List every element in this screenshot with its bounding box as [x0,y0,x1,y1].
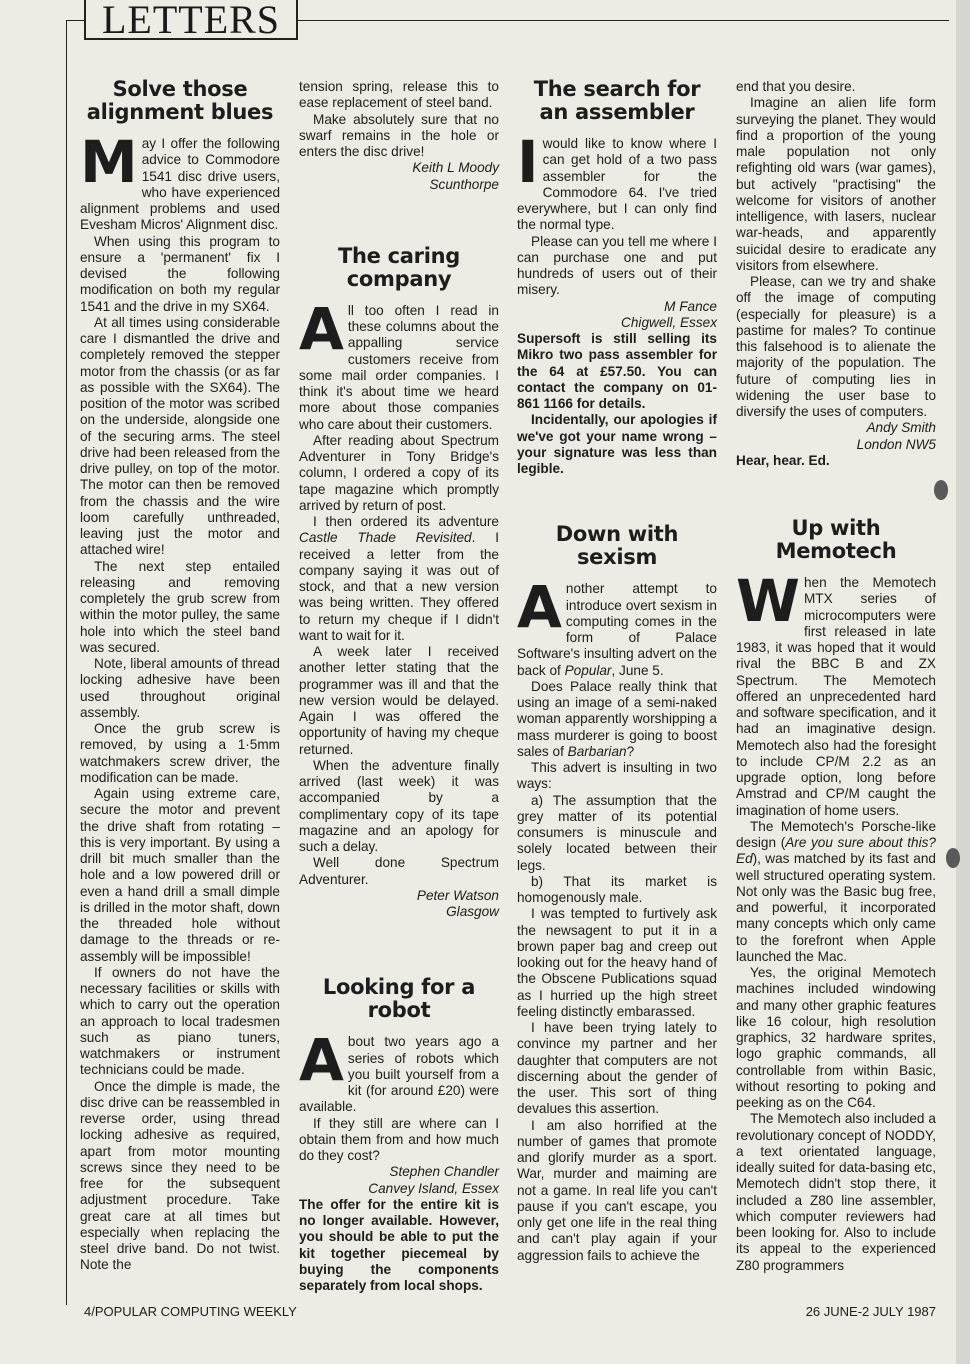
letter-paragraph: a) The assumption that the grey matter of its potential consumers is minuscule and solely located between their legs. [517,792,717,873]
section-header: LETTERS [84,0,298,40]
signature-name: Andy Smith [866,420,936,436]
letter-paragraph: Yes, the original Memotech machines included windowing and many other graphic features like 16 colour, high resolution graphics, 32 hardware sprites, logo graphic commands, all controllable from within Basic, without resorting to poking and peeking as on the C64. [736,965,936,1110]
letter-title: Down with sexism [555,522,679,570]
punch-hole-icon [934,480,948,500]
letter-paragraph: Please can you tell me where I can purchase one and put hundreds of users out of their misery. [517,233,717,298]
letter-paragraph: A week later I received another letter stating that the programmer was ill and that the new version would be delayed. Again I was offered the opportunity of having my cheque returned. [299,644,499,757]
letter-paragraph: Another attempt to introduce overt sexism in computing comes in the form of Palace Software's insulting advert on the back of Popular, June 5. [517,573,717,678]
punch-hole-icon [946,848,960,868]
drop-cap: A [299,1026,344,1095]
signature-place: Scunthorpe [429,176,499,192]
column-4 [736,79,936,1274]
letter-paragraph: This advert is insulting in two ways: [517,760,717,792]
letter-paragraph: Please, can we try and shake off the image of computing (especially for pleasure) is a pastime for males? To continue this falsehood is to alienate the majority of the population. The future of computing lies in widening the user base to diversify the uses of computers. [736,274,936,419]
letter-paragraph: When the Memotech MTX series of microcomputers were first released in late 1983, it was hoped that it would rival the BBC B and ZX Spectrum. The Memotech offered an unprecedented hard and software specification, and it had an imaginative design. Memotech also had the foresight to include CP/M 2.2 as an upgrade option, long before Amstrad and CP/M caught the imagination of home users. [736,567,936,818]
letter-paragraph: tension spring, release this to ease replacement of steel band. [299,79,499,111]
letter-paragraph: The next step entailed releasing and removing completely the grub screw from within the motor pulley, the same hole into which the steel band was secured. [80,558,280,655]
editor-reply: Supersoft is still selling its Mikro two pass assembler for the 64 at £57.50. You can contact the company on 01-861 1166 for details. [517,331,717,411]
letter-paragraph: Well done Spectrum Adventurer. [299,855,499,887]
letter-paragraph: At all times using considerable care I dismantled the drive and completely removed the stepper motor from the chassis (or as far as possible with the SX64). The position of the motor was scribed on the underside, alongside one of the securing arms. The steel drive had been released from the drive pulley, on top of the motor. The motor can then be removed from the chassis and the wire loom carefully unthreaded, leaving just the motor and attached wire! [80,314,280,558]
signature-place: Canvey Island, Essex [368,1180,499,1196]
letter-paragraph: The Memotech also included a revolutionary concept of NODDY, a text orientated language, ideally suited for data-basing etc, Memotech didn't stop there, it included a Z80 line assembler, which computer reviewers had been looking for. Also to include its appeal to the experienced Z80 programmers [736,1111,936,1273]
letter-paragraph: Make absolutely sure that no swarf remains in the hole or enters the disc drive! [299,111,499,159]
letter-paragraph: b) That its market is homogenously male. [517,873,717,905]
letter-paragraph: Once the dimple is made, the disc drive can be reassembled in reverse order, using thread locking adhesive as required, apart from motor mounting screws since they need to be free for the subsequent adjustment procedure. Take great care at all times but especially when replacing the steel drive band. Do not twist. Note the [80,1078,280,1273]
letter-paragraph: I was tempted to furtively ask the newsagent to put it in a brown paper bag and creep out looking out for the heavy hand of the Obscene Publications squad as I hurried up the high street feeling distinctly embarassed. [517,906,717,1019]
letter-title: Solve those alignment blues [86,77,274,124]
letter-paragraph: May I offer the following advice to Commodore 1541 disc drive users, who have experienced alignment problems and used Evesham Micros' Alignment disc. [80,128,280,233]
letter-paragraph: If owners do not have the necessary facilities or skills with which to carry out the operation an approach to local tradesmen such as piano tuners, watchmakers or instrument technicians could be made. [80,964,280,1078]
letter-title: The caring company [338,243,460,291]
signature-place: London NW5 [856,436,936,452]
drop-cap: A [517,573,562,642]
editor-reply: Incidentally, our apologies if we've got your name wrong – your signature was less than legible. [517,412,717,476]
footer-publication: 4/POPULAR COMPUTING WEEKLY [84,1304,297,1319]
editor-reply: Hear, hear. Ed. [736,452,830,468]
column-2 [299,79,499,1294]
letter-paragraph: I then ordered its adventure Castle Thade Revisited. I received a letter from the company saying it was out of stock, and that a new version was being written. They offered to return my cheque if I didn't want to wait for it. [299,514,499,643]
letter-paragraph: After reading about Spectrum Adventurer in Tony Bridge's column, I ordered a copy of its tape magazine which promptly arrived by return of post. [299,432,499,513]
letter-paragraph: Again using extreme care, secure the motor and prevent the drive shaft from rotating – this is very important. By using a drill bit much smaller than the hole and a low powered drill or even a hand drill a small dimple is drilled in the motor shaft, down the threaded hole without damage to the threads or re-assembly will be impossible! [80,786,280,964]
letter-paragraph: All too often I read in these columns about the appalling service customers receive from some mail order companies. I think it's about time we heard more about those companies who care about their customers. [299,294,499,432]
letter-paragraph: If they still are where can I obtain them from and how much do they cost? [299,1115,499,1163]
drop-cap: A [299,294,344,363]
column-1 [80,78,280,1274]
letter-paragraph: I have been trying lately to convince my partner and her daughter that computers are not discerning about the gender of the user. This sort of thing devalues this assertion. [517,1020,717,1117]
letter-paragraph: Does Palace really think that using an image of a semi-naked woman apparently worshipping a mass murderer is going to boost sales of Barbarian? [517,678,717,759]
letter-title: Up with Memotech [775,516,897,563]
drop-cap: M [80,128,138,196]
signature-place: Chigwell, Essex [621,314,717,330]
letter-paragraph: Imagine an alien life form surveying the planet. They would find a proportion of the young male population not only refighting old wars (war games), but actively "practising" the welcome for visitors of another intelligence, with lasers, nuclear war-heads, and apparently suicidal desire to eradicate any visitors from elsewhere. [736,95,936,273]
letter-title: The search for an assembler [533,77,701,124]
drop-cap: W [736,567,800,635]
letter-title: Looking for a robot [322,975,476,1023]
signature-name: Keith L Moody [412,160,499,176]
signature-name: Peter Watson [416,887,499,903]
page-edge [956,0,970,1364]
column-3 [517,78,717,1264]
letter-paragraph: When the adventure finally arrived (last week) it was accompanied by a complimentary copy of its tape magazine and an apology for such a delay. [299,757,499,854]
signature-name: M Fance [664,298,717,314]
letter-paragraph: About two years ago a series of robots which you built yourself from a kit (for around £20) were available. [299,1026,499,1115]
letter-paragraph: Once the grub screw is removed, by using a 1·5mm watchmakers screw driver, the modification can be made. [80,721,280,785]
letter-paragraph: end that you desire. [736,79,856,94]
letter-paragraph: When using this program to ensure a 'permanent' fix I devised the following modification on both my regular 1541 and the drive in my SX64. [80,233,280,314]
letter-paragraph: The Memotech's Porsche-like design (Are you sure about this? Ed), was matched by its fast and well structured operating system. Not only was the Basic bug free, and powerful, it incorporated many concepts which only came to the forefront when Apple launched the Mac. [736,818,936,964]
letter-paragraph: I am also horrified at the number of games that promote and glorify murder as a sport. War, murder and maiming are not a game. In real life you can't pause if you can't escape, you only get one life in the real thing and can't play again if your aggression fails to achieve the [517,1117,717,1263]
signature-place: Glasgow [446,904,499,919]
drop-cap: I [517,128,539,196]
editor-reply: The offer for the entire kit is no longer available. However, you should be able to put the kit together piecemeal by buying the components separately from local shops. [299,1196,499,1293]
letter-paragraph: Note, liberal amounts of thread locking adhesive have been used throughout original assembly. [80,656,280,720]
footer-date: 26 JUNE-2 JULY 1987 [805,1304,936,1319]
letter-paragraph: Iwould like to know where I can get hold of a two pass assembler for the Commodore 64. I've tried everywhere, but I can only find the normal type. [517,128,717,233]
signature-name: Stephen Chandler [389,1164,499,1180]
